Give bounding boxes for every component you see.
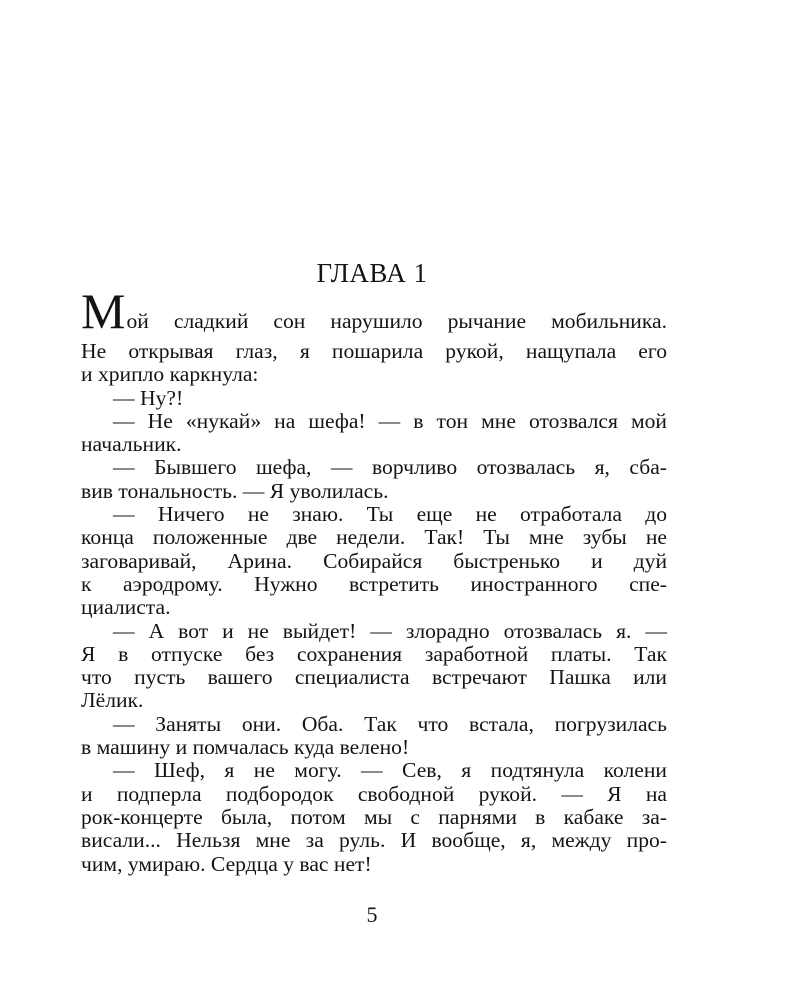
- paragraph-line: чим, умираю. Сердца у вас нет!: [81, 851, 372, 876]
- paragraph-line: и подперла подбородок свободной рукой. — Я на: [81, 781, 667, 806]
- paragraph-line: вив тональность. — Я уволилась.: [81, 478, 389, 503]
- chapter-text: [81, 283, 667, 876]
- page-number: 5: [366, 902, 378, 927]
- drop-cap: М: [81, 283, 125, 339]
- paragraph-line: к аэродрому. Нужно встретить иностранного спе-: [81, 571, 667, 596]
- paragraph-line: Лёлик.: [81, 688, 144, 713]
- paragraph-line: — Бывшего шефа, — ворчливо отозвалась я, сба-: [113, 455, 667, 480]
- paragraph-line: — Не «нукай» на шефа! — в тон мне отозвался мой: [113, 408, 667, 433]
- paragraph-line: заговаривай, Арина. Собирайся быстренько и дуй: [81, 548, 667, 573]
- paragraph-line: Я в отпуске без сохранения заработной платы. Так: [81, 641, 667, 666]
- paragraph-line: висали... Нельзя мне за руль. И вообще, я, между про-: [81, 828, 667, 853]
- paragraph-line: начальник.: [81, 432, 182, 457]
- paragraph-line: циалиста.: [81, 595, 171, 620]
- paragraph-line: Не открывая глаз, я пошарила рукой, нащупала его: [81, 339, 667, 363]
- paragraph-line: — Шеф, я не могу. — Сев, я подтянула колени: [113, 758, 667, 783]
- chapter-title: ГЛАВА 1: [316, 258, 428, 288]
- paragraph-line: — Заняты они. Оба. Так что встала, погрузилась: [113, 711, 667, 736]
- paragraph-line: — Ну?!: [113, 385, 184, 410]
- paragraph-line: — Ничего не знаю. Ты еще не отработала до: [113, 502, 667, 527]
- paragraph-line: [81, 283, 667, 340]
- paragraph-line: что пусть вашего специалиста встречают Пашка или: [81, 665, 667, 690]
- paragraph-line: конца положенные две недели. Так! Ты мне зубы не: [81, 525, 667, 550]
- paragraph-line: рок-концерте была, потом мы с парнями в кабаке за-: [81, 804, 667, 829]
- paragraph-line: и хрипло каркнула:: [81, 362, 259, 387]
- line-text: ой сладкий сон нарушило рычание мобильника.: [126, 309, 667, 333]
- paragraph-line: в машину и помчалась куда велено!: [81, 735, 410, 760]
- paragraph-line: — А вот и не выйдет! — злорадно отозвалась я. —: [113, 618, 667, 643]
